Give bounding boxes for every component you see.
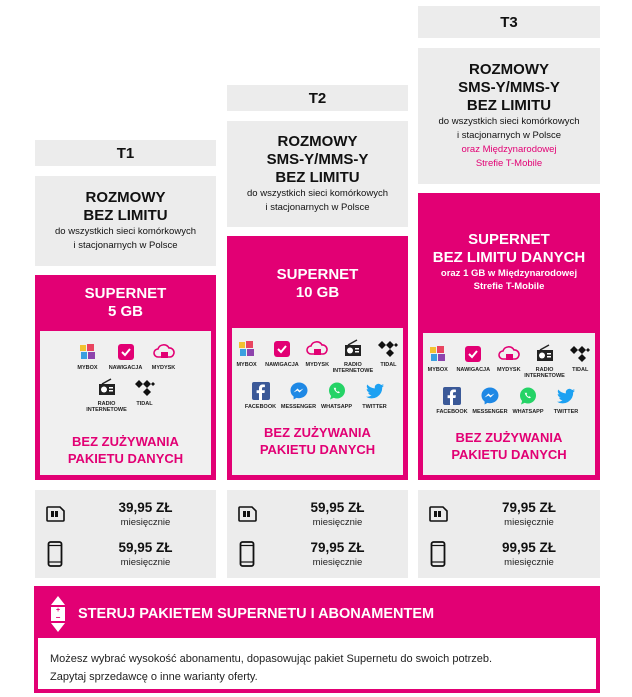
phone-icon	[227, 541, 267, 567]
data-title: SUPERNET	[84, 285, 167, 302]
svg-text:−: −	[55, 613, 61, 622]
svg-text:+: +	[55, 607, 61, 614]
app-mybox[interactable]	[423, 343, 452, 379]
voice-title: BEZ LIMITU	[83, 207, 168, 224]
whatsapp-icon	[326, 380, 348, 402]
price-period: miesięcznie	[120, 556, 171, 568]
app-radio[interactable]	[86, 377, 127, 413]
app-label: MYDYSK	[305, 362, 330, 368]
data-box	[418, 193, 600, 480]
price-value: 59,95 ZŁ	[310, 499, 365, 515]
app-label: WHATSAPP	[512, 409, 544, 415]
tidal-icon	[569, 343, 591, 365]
price-period: miesięcznie	[504, 516, 554, 528]
price-period: miesięcznie	[312, 516, 363, 528]
banner-header	[38, 590, 596, 638]
price-value: 39,95 ZŁ	[118, 499, 173, 515]
data-title: BEZ LIMITU DANYCH	[432, 249, 586, 266]
voice-box	[418, 48, 600, 184]
nawigacja-icon	[271, 338, 293, 360]
radio-icon	[96, 377, 118, 399]
voice-title: SMS-Y/MMS-Y	[266, 151, 369, 168]
price-sim-only	[35, 500, 216, 529]
app-facebook[interactable]	[435, 385, 469, 415]
twitter-icon	[364, 380, 386, 402]
app-label: MYDYSK	[497, 367, 521, 373]
data-desc: oraz 1 GB w Międzynarodowej	[440, 268, 578, 279]
app-label: TIDAL	[380, 362, 397, 368]
mybox-icon	[77, 341, 99, 363]
banner-body-line: Zapytaj sprzedawcę o inne warianty oferty.	[50, 671, 258, 683]
app-whatsapp[interactable]	[320, 380, 354, 410]
banner-title: STERUJ PAKIETEM SUPERNETU I ABONAMENTEM	[78, 606, 435, 622]
no-data-usage-label	[423, 429, 595, 463]
messenger-icon	[288, 380, 310, 402]
price-text	[458, 540, 600, 569]
data-title: 10 GB	[295, 284, 340, 301]
apps-panel	[423, 333, 595, 475]
price-value: 99,95 ZŁ	[501, 539, 557, 555]
app-twitter[interactable]	[358, 380, 392, 410]
app-twitter[interactable]	[549, 385, 583, 415]
app-nawigacja[interactable]	[456, 343, 490, 379]
social-row	[423, 385, 595, 415]
data-header	[418, 193, 600, 333]
app-label: TIDAL	[572, 367, 589, 373]
facebook-icon	[441, 385, 463, 407]
app-label: NAWIGACJA	[265, 362, 299, 368]
app-label: MYBOX	[236, 362, 257, 368]
mydysk-icon	[498, 343, 520, 365]
app-mydysk[interactable]	[147, 341, 181, 371]
price-with-phone	[418, 540, 600, 569]
price-text	[458, 500, 600, 529]
data-desc: Strefie T-Mobile	[473, 281, 545, 292]
voice-title: BEZ LIMITU	[275, 169, 360, 186]
nawigacja-icon	[115, 341, 137, 363]
whatsapp-icon	[517, 385, 539, 407]
app-nawigacja[interactable]	[109, 341, 143, 371]
supernet-banner	[34, 586, 600, 693]
voice-desc: do wszystkich sieci komórkowych	[55, 226, 196, 237]
no-data-line: PAKIETU DANYCH	[259, 442, 376, 457]
price-value: 79,95 ZŁ	[310, 539, 365, 555]
app-tidal[interactable]	[128, 377, 162, 413]
app-tidal[interactable]	[374, 338, 403, 374]
app-label: RADIO INTERNETOWE	[524, 367, 565, 379]
no-data-line: PAKIETU DANYCH	[451, 447, 567, 462]
price-period: miesięcznie	[504, 556, 554, 568]
price-sim-only	[227, 500, 408, 529]
voice-desc: i stacjonarnych w Polsce	[456, 130, 562, 141]
price-sim-only	[418, 500, 600, 529]
data-title: SUPERNET	[276, 266, 359, 283]
up-down-arrows-icon	[38, 594, 78, 634]
price-text	[75, 500, 216, 529]
apps-row	[40, 377, 211, 413]
price-text	[267, 500, 408, 529]
price-value: 79,95 ZŁ	[501, 499, 557, 515]
app-label: NAWIGACJA	[456, 367, 491, 373]
data-header	[227, 236, 408, 328]
voice-extra: Strefie T-Mobile	[475, 158, 543, 169]
voice-title: ROZMOWY	[277, 133, 358, 150]
facebook-icon	[250, 380, 272, 402]
radio-icon	[534, 343, 556, 365]
apps-row	[40, 341, 211, 371]
apps-row	[423, 343, 595, 379]
banner-body	[38, 638, 596, 686]
app-mybox[interactable]	[71, 341, 105, 371]
app-label: RADIO INTERNETOWE	[332, 362, 374, 374]
app-whatsapp[interactable]	[511, 385, 545, 415]
app-mydysk[interactable]	[303, 338, 332, 374]
data-box	[227, 236, 408, 480]
app-label: RADIO INTERNETOWE	[86, 401, 127, 413]
price-period: miesięcznie	[312, 556, 363, 568]
voice-desc: i stacjonarnych w Polsce	[73, 240, 178, 251]
voice-desc: do wszystkich sieci komórkowych	[247, 188, 388, 199]
voice-desc: do wszystkich sieci komórkowych	[438, 116, 580, 127]
banner-body-line: Możesz wybrać wysokość abonamentu, dopasowując pakiet Supernetu do swoich potrzeb.	[50, 653, 493, 665]
app-label: TIDAL	[136, 401, 153, 407]
app-label: FACEBOOK	[436, 409, 468, 415]
price-box	[35, 490, 216, 578]
app-radio[interactable]	[524, 343, 565, 379]
apps-panel	[232, 328, 403, 475]
mydysk-icon	[153, 341, 175, 363]
app-label: TWITTER	[362, 404, 387, 410]
app-label: TWITTER	[553, 409, 579, 415]
price-text	[267, 540, 408, 569]
app-label: NAWIGACJA	[108, 365, 143, 371]
tier-label-t3: T3	[418, 6, 600, 38]
app-label: MYDYSK	[151, 365, 176, 371]
app-label: FACEBOOK	[244, 404, 277, 410]
mybox-icon	[427, 343, 449, 365]
radio-icon	[342, 338, 364, 360]
app-label: WHATSAPP	[320, 404, 353, 410]
app-facebook[interactable]	[244, 380, 278, 410]
app-label: MESSENGER	[472, 409, 508, 415]
phone-icon	[418, 541, 458, 567]
social-row	[232, 380, 403, 410]
app-messenger[interactable]	[282, 380, 316, 410]
tier-label-t1: T1	[35, 140, 216, 166]
voice-title: BEZ LIMITU	[466, 97, 552, 114]
data-header	[35, 275, 216, 331]
app-tidal[interactable]	[566, 343, 595, 379]
voice-title: ROZMOWY	[85, 189, 166, 206]
price-value: 59,95 ZŁ	[118, 539, 173, 555]
voice-title: SMS-Y/MMS-Y	[458, 79, 560, 96]
no-data-usage-label	[40, 433, 211, 467]
voice-extra: oraz Międzynarodowej	[461, 144, 557, 155]
price-period: miesięcznie	[120, 516, 171, 528]
phone-icon	[35, 541, 75, 567]
twitter-icon	[555, 385, 577, 407]
sim-icon	[35, 505, 75, 523]
price-box	[418, 490, 600, 578]
data-title: SUPERNET	[468, 231, 550, 248]
app-nawigacja[interactable]	[265, 338, 299, 374]
data-title: 5 GB	[107, 303, 143, 320]
voice-title: ROZMOWY	[469, 61, 549, 78]
voice-desc: i stacjonarnych w Polsce	[265, 202, 370, 213]
app-label: MESSENGER	[280, 404, 317, 410]
app-label: MYBOX	[427, 367, 448, 373]
price-text	[75, 540, 216, 569]
app-label: MYBOX	[77, 365, 98, 371]
messenger-icon	[479, 385, 501, 407]
app-radio[interactable]	[332, 338, 374, 374]
apps-panel	[40, 331, 211, 475]
price-box	[227, 490, 408, 578]
price-with-phone	[35, 540, 216, 569]
no-data-line: PAKIETU DANYCH	[67, 451, 184, 466]
no-data-line: BEZ ZUŻYWANIA	[264, 425, 371, 440]
app-messenger[interactable]	[473, 385, 507, 415]
no-data-line: BEZ ZUŻYWANIA	[455, 430, 563, 445]
price-with-phone	[227, 540, 408, 569]
sim-icon	[418, 505, 458, 523]
mydysk-icon	[306, 338, 328, 360]
tier-label-t2: T2	[227, 85, 408, 111]
sim-icon	[227, 505, 267, 523]
tidal-icon	[134, 377, 156, 399]
apps-row	[232, 338, 403, 374]
nawigacja-icon	[462, 343, 484, 365]
app-mybox[interactable]	[232, 338, 261, 374]
mybox-icon	[236, 338, 258, 360]
voice-box	[35, 176, 216, 266]
no-data-line: BEZ ZUŻYWANIA	[72, 434, 179, 449]
no-data-usage-label	[232, 424, 403, 458]
tidal-icon	[377, 338, 399, 360]
data-box	[35, 275, 216, 480]
app-mydysk[interactable]	[494, 343, 523, 379]
voice-box	[227, 121, 408, 227]
